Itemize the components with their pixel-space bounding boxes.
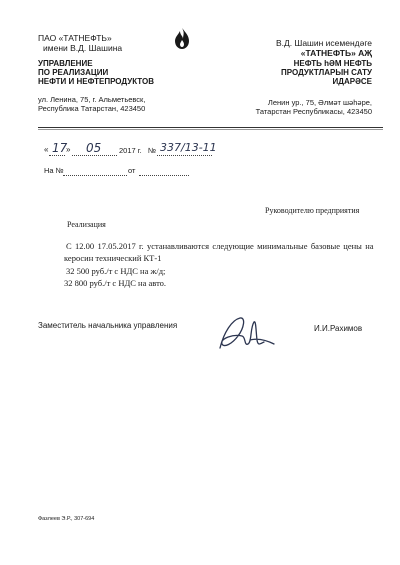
header-divider bbox=[38, 127, 383, 128]
department-line-3: НЕФТИ И НЕФТЕПРОДУКТОВ bbox=[38, 77, 154, 86]
incoming-date-field bbox=[139, 175, 189, 176]
incoming-number-field bbox=[63, 175, 127, 176]
signer-position: Заместитель начальника управления bbox=[38, 321, 178, 330]
company-name-ru: ПАО «ТАТНЕФТЬ» bbox=[38, 33, 112, 43]
address-ru-line-1: ул. Ленина, 75, г. Альметьевск, bbox=[38, 95, 146, 104]
department-tt-line-2: ПРОДУКТЛАРЫН САТУ bbox=[280, 68, 372, 77]
outgoing-month: 05 bbox=[86, 141, 102, 155]
outgoing-day: 17 bbox=[52, 141, 68, 155]
department-line-2: ПО РЕАЛИЗАЦИИ bbox=[38, 68, 109, 77]
named-after-ru: имени В.Д. Шашина bbox=[43, 43, 123, 53]
subject: Реализация bbox=[67, 220, 106, 229]
incoming-number-label: На № bbox=[44, 166, 64, 175]
outgoing-number-label: № bbox=[148, 146, 157, 155]
header-divider-thin bbox=[38, 129, 383, 130]
body-line-1: С 12.00 17.05.2017 г. устанавливаются следующие минимальные базовые цены на bbox=[66, 241, 374, 251]
handwritten-signature bbox=[210, 310, 280, 358]
signer-name: И.И.Рахимов bbox=[314, 324, 363, 333]
outgoing-number: 337/13-11 bbox=[160, 141, 217, 154]
department-tt-line-3: ИДАРӘСЕ bbox=[332, 77, 372, 86]
department-tt-line-1: НЕФТЬ һӘМ НЕФТЬ bbox=[293, 59, 372, 68]
price-rail: 32 500 руб./т с НДС на ж/д; bbox=[66, 266, 166, 276]
flame-icon bbox=[171, 27, 193, 51]
address-ru-line-2: Республика Татарстан, 423450 bbox=[38, 104, 146, 113]
outgoing-year: 2017 г. bbox=[119, 146, 142, 155]
incoming-date-label: от bbox=[128, 166, 136, 175]
addressee: Руководителю предприятия bbox=[265, 206, 360, 215]
department-line-1: УПРАВЛЕНИЕ bbox=[38, 59, 93, 68]
company-name-tt: «ТАТНЕФТЬ» АҖ bbox=[300, 48, 372, 58]
price-auto: 32 800 руб./т с НДС на авто. bbox=[64, 278, 167, 288]
address-tt-line-1: Ленин ур., 75, Әлмәт шәһәре, bbox=[267, 98, 372, 107]
named-after-tt: В.Д. Шашин исемендәге bbox=[276, 38, 372, 48]
address-tt-line-2: Татарстан Республикасы, 423450 bbox=[255, 107, 372, 116]
body-line-2: керосин технический КТ-1 bbox=[64, 253, 162, 263]
executor-footer: Фазлеев Э.Р., 307-694 bbox=[38, 516, 95, 522]
